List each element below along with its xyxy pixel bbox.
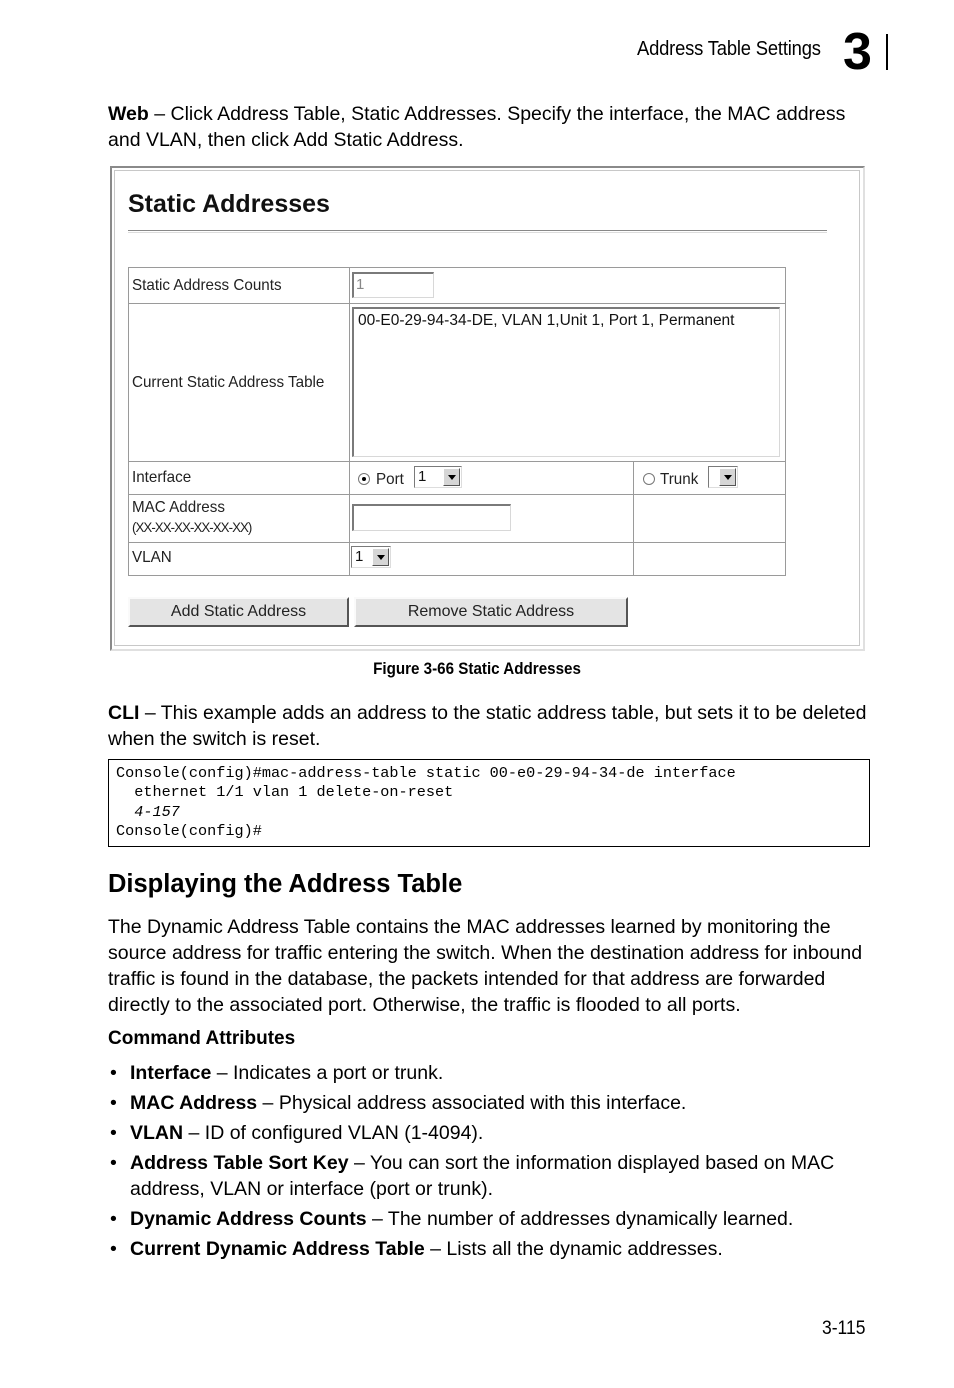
running-header: Address Table Settings xyxy=(637,38,821,60)
attribute-term: Interface xyxy=(130,1062,212,1084)
mac-label: MAC Address xyxy=(132,499,225,516)
port-radio[interactable] xyxy=(358,473,370,485)
attribute-desc: – The number of addresses dynamically learned. xyxy=(366,1208,794,1230)
cli-instructions xyxy=(108,700,878,752)
attribute-term: VLAN xyxy=(130,1122,184,1144)
port-select-value: 1 xyxy=(418,468,427,485)
web-text: – Click Address Table, Static Addresses. Specify the interface, the MAC address and VLAN, then click Add Static Address. xyxy=(108,103,846,151)
bullet: • xyxy=(110,1152,117,1174)
static-count-field: 1 xyxy=(352,272,434,298)
attribute-desc: – You can sort the information displayed based on MAC address, VLAN or interface (port or trunk). xyxy=(130,1152,835,1200)
figure-heading: Static Addresses xyxy=(128,190,330,218)
attribute-desc: – Indicates a port or trunk. xyxy=(211,1062,444,1084)
chapter-number: 3 xyxy=(843,23,872,81)
attribute-desc: – ID of configured VLAN (1-4094). xyxy=(183,1122,484,1144)
attribute-desc: – Physical address associated with this interface. xyxy=(257,1092,687,1114)
port-label: Port xyxy=(376,471,404,488)
port-select[interactable] xyxy=(414,466,462,488)
list-item xyxy=(130,1120,880,1146)
list-item xyxy=(130,1090,880,1116)
interface-label: Interface xyxy=(132,469,192,486)
add-static-address-button[interactable]: Add Static Address xyxy=(128,597,349,627)
mac-format-hint: (XX-XX-XX-XX-XX-XX) xyxy=(132,519,252,535)
remove-static-address-button[interactable]: Remove Static Address xyxy=(354,597,628,627)
trunk-label: Trunk xyxy=(660,471,699,488)
chapter-divider xyxy=(886,34,888,70)
current-table-label: Current Static Address Table xyxy=(132,374,325,391)
trunk-select[interactable] xyxy=(708,466,738,488)
bullet: • xyxy=(110,1208,117,1230)
list-item xyxy=(130,1150,880,1202)
vlan-label: VLAN xyxy=(132,549,172,566)
code-line: Console(config)#mac-address-table static 00-e0-29-94-34-de interface xyxy=(116,764,736,782)
attribute-term: Dynamic Address Counts xyxy=(130,1208,367,1230)
section-title: Displaying the Address Table xyxy=(108,870,463,898)
code-line: ethernet 1/1 vlan 1 delete-on-reset xyxy=(116,783,454,802)
vlan-select-value: 1 xyxy=(355,548,364,565)
list-item xyxy=(130,1060,880,1086)
mac-address-input[interactable] xyxy=(352,504,511,531)
cli-lead: CLI xyxy=(108,702,140,724)
static-address-entry[interactable]: 00-E0-29-94-34-DE, VLAN 1,Unit 1, Port 1, Permanent xyxy=(358,312,735,329)
chevron-down-icon[interactable] xyxy=(443,468,460,486)
bullet: • xyxy=(110,1092,117,1114)
attribute-desc: – Lists all the dynamic addresses. xyxy=(424,1238,723,1260)
cli-code-block xyxy=(108,759,870,847)
attribute-term: Current Dynamic Address Table xyxy=(130,1238,425,1260)
chevron-down-icon[interactable] xyxy=(372,548,389,566)
bullet: • xyxy=(110,1122,117,1144)
page-number: 3-115 xyxy=(822,1318,866,1339)
figure-rule-shadow xyxy=(128,232,827,233)
list-item xyxy=(130,1236,880,1262)
cli-text: – This example adds an address to the static address table, but sets it to be deleted when the switch is reset. xyxy=(108,702,867,750)
code-page-ref: 4-157 xyxy=(116,802,180,821)
attributes-heading: Command Attributes xyxy=(108,1028,296,1049)
bullet: • xyxy=(110,1062,117,1084)
mac-empty-cell xyxy=(633,494,786,543)
section-body: The Dynamic Address Table contains the MAC addresses learned by monitoring the source address for traffic entering the switch. When the destination address for inbound traffic is found in the database, the packets intended for that address are forwarded directly to the associated port. Otherwise, the traffic is flooded to all ports. xyxy=(108,916,863,1016)
web-instructions xyxy=(108,101,878,153)
figure-rule xyxy=(128,230,827,231)
attribute-term: MAC Address xyxy=(130,1092,258,1114)
list-item xyxy=(130,1206,880,1232)
trunk-radio[interactable] xyxy=(643,473,655,485)
chevron-down-icon[interactable] xyxy=(719,468,736,486)
web-lead: Web xyxy=(108,103,149,125)
bullet: • xyxy=(110,1238,117,1260)
vlan-value-cell xyxy=(349,542,634,576)
figure-caption: Figure 3-66 Static Addresses xyxy=(373,660,581,678)
code-line: Console(config)# xyxy=(116,822,262,841)
static-address-list[interactable] xyxy=(352,307,780,457)
counts-label: Static Address Counts xyxy=(132,277,282,294)
vlan-select[interactable] xyxy=(351,546,391,568)
vlan-empty-cell xyxy=(633,542,786,576)
attribute-term: Address Table Sort Key xyxy=(130,1152,349,1174)
